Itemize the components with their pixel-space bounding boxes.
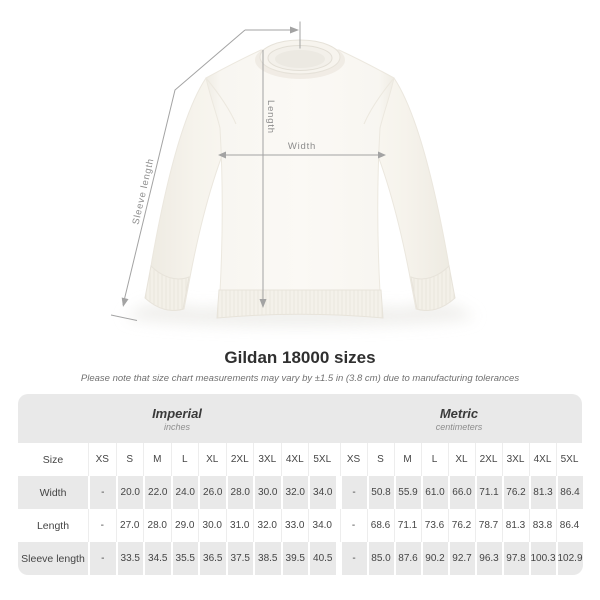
size-col-header: L [421,443,448,476]
size-col-header: XS [88,443,116,476]
size-col-header: 3XL [502,443,529,476]
arrow-right-icon [290,27,299,34]
measurement-cell: 28.0 [143,509,171,542]
measurement-cell: - [340,476,367,509]
measurement-cell: 34.5 [143,542,171,575]
measurement-cell: 30.0 [253,476,281,509]
size-row-label: Size [18,443,88,476]
size-col-header: 2XL [226,443,254,476]
unit-header-band [18,394,582,443]
measurement-cell: - [88,542,116,575]
sweatshirt-illustration [125,40,475,327]
measurement-cell: 28.0 [226,476,254,509]
measurement-cell: 26.0 [198,476,226,509]
table-row [18,542,583,575]
measurement-cell: 34.0 [308,509,336,542]
length-dimension-label: Length [265,100,276,134]
size-col-header: XS [340,443,367,476]
measurement-cell: 32.0 [281,476,309,509]
measurement-cell: - [340,509,367,542]
arrow-sleeve-end-icon [122,298,129,308]
size-table [18,443,583,575]
measurement-cell: 27.0 [116,509,144,542]
measurement-cell: 38.5 [253,542,281,575]
measurement-cell: 31.0 [226,509,254,542]
measurement-cell: 100.3 [529,542,556,575]
measurement-cell: 66.0 [448,476,475,509]
measurement-cell: 83.8 [529,509,556,542]
measurement-cell: 35.5 [171,542,199,575]
measurement-cell: 61.0 [421,476,448,509]
size-col-header: M [394,443,421,476]
metric-sublabel: centimeters [435,421,483,432]
measurement-cell: 71.1 [394,509,421,542]
measurement-cell: 37.5 [226,542,254,575]
tolerance-note: Please note that size chart measurements may vary by ±1.5 in (3.8 cm) due to manufacturing tolerances [80,373,520,384]
measurement-cell: 102.9 [556,542,583,575]
measurement-cell: 50.8 [367,476,394,509]
measurement-cell: 36.5 [198,542,226,575]
size-col-header: M [143,443,171,476]
size-col-header: 5XL [308,443,336,476]
size-col-header: XL [198,443,226,476]
measurement-cell: 76.2 [448,509,475,542]
table-row [18,443,583,476]
size-col-header: 4XL [281,443,309,476]
size-col-header: L [171,443,199,476]
measurement-cell: - [88,509,116,542]
measurement-cell: 39.5 [281,542,309,575]
metric-header [336,394,582,443]
measurement-cell: 76.2 [502,476,529,509]
measurement-cell: 33.0 [281,509,309,542]
measurement-cell: 87.6 [394,542,421,575]
measurement-cell: - [88,476,116,509]
measurement-cell: 71.1 [475,476,502,509]
measurement-cell: 29.0 [171,509,199,542]
measurement-cell: 20.0 [116,476,144,509]
size-col-header: 3XL [253,443,281,476]
page-title: Gildan 18000 sizes [224,348,376,367]
metric-label: Metric [439,405,479,421]
measurement-cell: 32.0 [253,509,281,542]
measurement-cell: 34.0 [308,476,336,509]
size-chart [18,394,582,575]
measurement-row-label: Sleeve length [18,542,88,575]
size-col-header: 2XL [475,443,502,476]
measurement-cell: 73.6 [421,509,448,542]
measurement-cell: 24.0 [171,476,199,509]
measurement-cell: 33.5 [116,542,144,575]
imperial-header [18,394,336,443]
measurement-row-label: Length [18,509,88,542]
size-col-header: S [116,443,144,476]
measurement-cell: 55.9 [394,476,421,509]
measurement-cell: 97.8 [502,542,529,575]
size-col-header: 5XL [556,443,583,476]
size-col-header: S [367,443,394,476]
sleeve-dimension-label: Sleeve length [130,157,157,226]
measurement-cell: 92.7 [448,542,475,575]
measurement-cell: 40.5 [308,542,336,575]
measurement-cell: 86.4 [556,509,583,542]
measurement-cell: 90.2 [421,542,448,575]
size-col-header: 4XL [529,443,556,476]
measurement-cell: 78.7 [475,509,502,542]
measurement-cell: 86.4 [556,476,583,509]
width-dimension-label: Width [287,141,317,152]
imperial-label: Imperial [152,405,202,421]
measurement-cell: 81.3 [502,509,529,542]
measurement-cell: 96.3 [475,542,502,575]
imperial-sublabel: inches [163,421,190,432]
table-row [18,509,583,542]
measurement-cell: - [340,542,367,575]
measurement-cell: 68.6 [367,509,394,542]
measurement-cell: 22.0 [143,476,171,509]
measurement-cell: 81.3 [529,476,556,509]
measurement-row-label: Width [18,476,88,509]
measurement-cell: 85.0 [367,542,394,575]
size-col-header: XL [448,443,475,476]
measurement-cell: 30.0 [198,509,226,542]
table-row [18,476,583,509]
